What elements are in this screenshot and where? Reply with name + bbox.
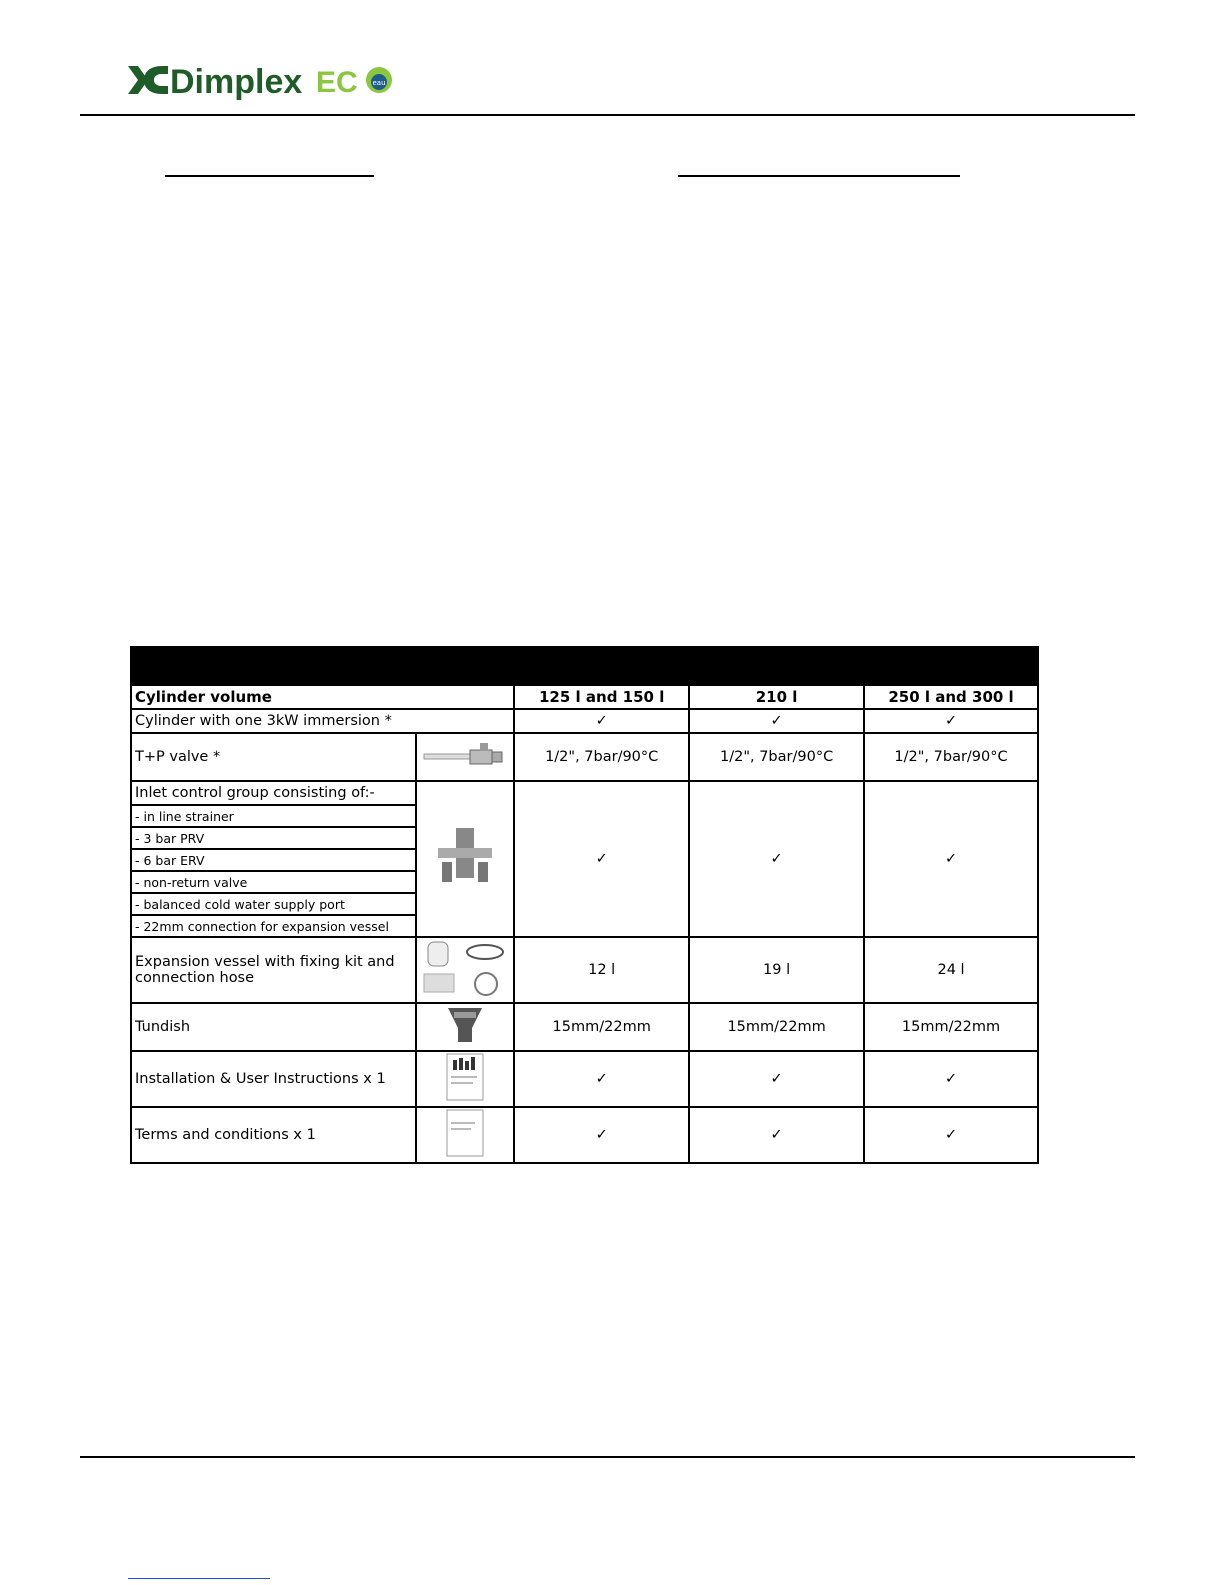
heading-underline-right — [678, 175, 960, 177]
header-cylinder-volume: Cylinder volume — [131, 685, 514, 709]
check-icon: ✓ — [514, 709, 689, 733]
row-label-cylinder: Cylinder with one 3kW immersion * — [131, 709, 514, 733]
header-divider — [80, 114, 1135, 116]
dimplex-eco-logo — [126, 58, 396, 102]
check-icon: ✓ — [689, 1107, 864, 1163]
terms-document-image — [416, 1107, 514, 1163]
footer-divider — [80, 1456, 1135, 1458]
check-icon: ✓ — [514, 781, 689, 937]
table-row — [131, 937, 1038, 1003]
check-icon: ✓ — [689, 709, 864, 733]
tundish-value-250: 15mm/22mm — [864, 1003, 1038, 1051]
table-row — [131, 781, 1038, 805]
tundish-value-210: 15mm/22mm — [689, 1003, 864, 1051]
check-icon: ✓ — [514, 1107, 689, 1163]
table-row — [131, 733, 1038, 781]
table-title-band — [130, 646, 1039, 684]
check-icon: ✓ — [864, 1051, 1038, 1107]
row-label-expansion: Expansion vessel with fixing kit and connection hose — [131, 937, 416, 1003]
inlet-group-image — [416, 781, 514, 937]
check-icon: ✓ — [864, 1107, 1038, 1163]
inlet-item: - 6 bar ERV — [131, 849, 416, 871]
instructions-booklet-image — [416, 1051, 514, 1107]
svg-text:EC: EC — [316, 66, 358, 99]
table-row — [131, 709, 1038, 733]
dimplex-mark-icon — [128, 66, 168, 94]
tp-value-210: 1/2", 7bar/90°C — [689, 733, 864, 781]
footer-link-underline[interactable] — [128, 1578, 270, 1579]
inlet-item: - in line strainer — [131, 805, 416, 827]
header-250-300: 250 l and 300 l — [864, 685, 1038, 709]
header-125-150: 125 l and 150 l — [514, 685, 689, 709]
row-label-terms: Terms and conditions x 1 — [131, 1107, 416, 1163]
header-210: 210 l — [689, 685, 864, 709]
expansion-vessel-image — [416, 937, 514, 1003]
svg-text:eau: eau — [372, 79, 386, 87]
check-icon: ✓ — [864, 709, 1038, 733]
spec-table — [130, 646, 1039, 1164]
tp-valve-image — [416, 733, 514, 781]
inlet-item: - 22mm connection for expansion vessel — [131, 915, 416, 937]
svg-text:Dimplex: Dimplex — [170, 63, 303, 101]
tp-value-250: 1/2", 7bar/90°C — [864, 733, 1038, 781]
inlet-item: - balanced cold water supply port — [131, 893, 416, 915]
heading-underline-left — [165, 175, 374, 177]
check-icon: ✓ — [689, 781, 864, 937]
check-icon: ✓ — [864, 781, 1038, 937]
inlet-item: - non-return valve — [131, 871, 416, 893]
table-row — [131, 1003, 1038, 1051]
check-icon: ✓ — [689, 1051, 864, 1107]
table-header-row — [131, 685, 1038, 709]
expansion-value-125: 12 l — [514, 937, 689, 1003]
tundish-value-125: 15mm/22mm — [514, 1003, 689, 1051]
inlet-item: - 3 bar PRV — [131, 827, 416, 849]
row-label-tp-valve: T+P valve * — [131, 733, 416, 781]
row-label-instructions: Installation & User Instructions x 1 — [131, 1051, 416, 1107]
expansion-value-250: 24 l — [864, 937, 1038, 1003]
check-icon: ✓ — [514, 1051, 689, 1107]
tp-value-125: 1/2", 7bar/90°C — [514, 733, 689, 781]
row-label-inlet: Inlet control group consisting of:- — [131, 781, 416, 805]
table-row — [131, 1107, 1038, 1163]
expansion-value-210: 19 l — [689, 937, 864, 1003]
tundish-image — [416, 1003, 514, 1051]
table-row — [131, 1051, 1038, 1107]
eau-droplet-icon — [366, 67, 392, 93]
row-label-tundish: Tundish — [131, 1003, 416, 1051]
